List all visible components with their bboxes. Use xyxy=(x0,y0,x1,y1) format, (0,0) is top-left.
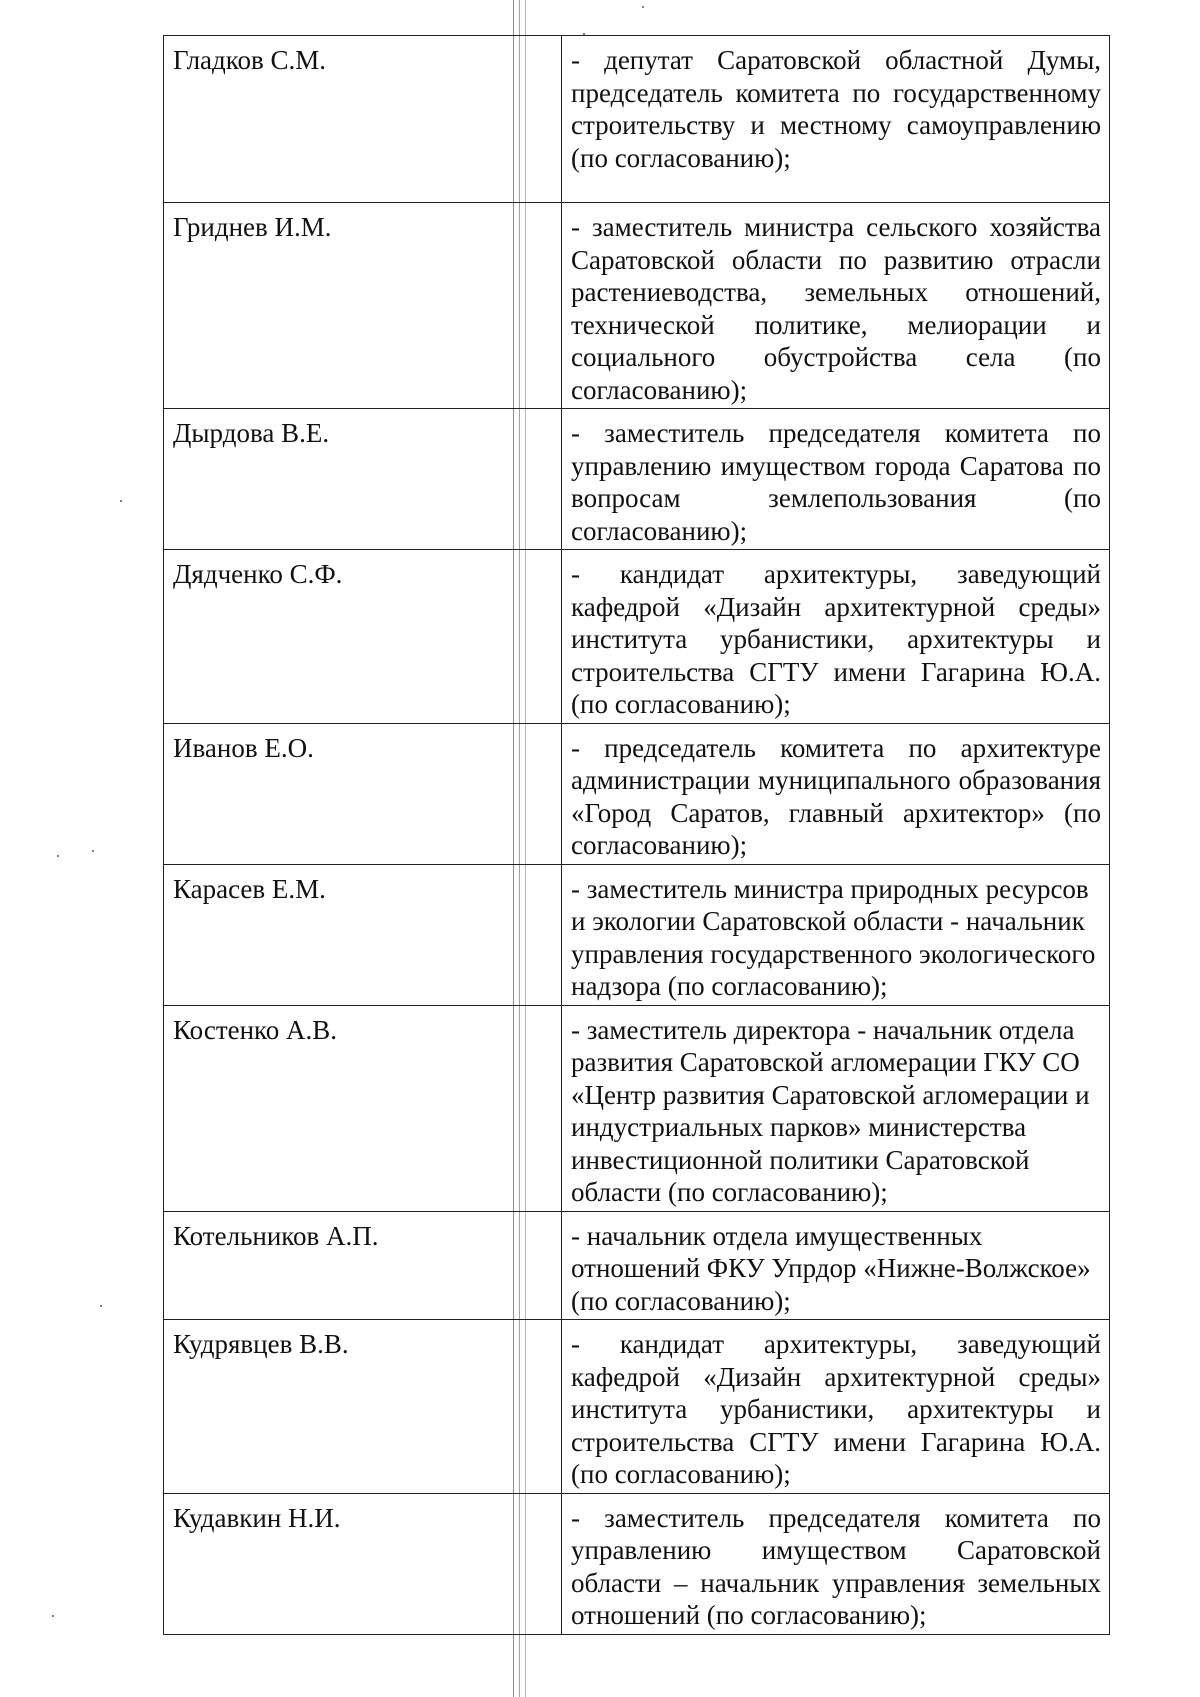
member-role: - заместитель министра природных ресурсов и экологии Саратовской области - начальник управления государственного экологического надзора (по согласованию); xyxy=(562,864,1110,1005)
member-role: - председатель комитета по архитектуре администрации муниципального образования «Город Саратов, главный архитектор» (по согласованию); xyxy=(562,723,1110,864)
table-row xyxy=(164,1493,1110,1634)
table-row xyxy=(164,203,1110,409)
member-name: Карасев Е.М. xyxy=(164,864,562,1005)
scan-speck xyxy=(642,6,644,8)
member-name: Иванов Е.О. xyxy=(164,723,562,864)
table-row xyxy=(164,723,1110,864)
table-row xyxy=(164,1005,1110,1211)
member-name: Гриднев И.М. xyxy=(164,203,562,409)
member-name: Кудрявцев В.В. xyxy=(164,1320,562,1494)
member-name: Кудавкин Н.И. xyxy=(164,1493,562,1634)
member-name: Гладков С.М. xyxy=(164,36,562,203)
commission-members-table xyxy=(163,35,1110,1635)
table-row xyxy=(164,550,1110,724)
member-role: - депутат Саратовской областной Думы, председатель комитета по государственному строительству и местному самоуправлению (по согласованию); xyxy=(562,36,1110,203)
member-name: Костенко А.В. xyxy=(164,1005,562,1211)
table-row xyxy=(164,409,1110,550)
member-role: - кандидат архитектуры, заведующий кафедрой «Дизайн архитектурной среды» института урбанистики, архитектуры и строительства СГТУ имени Гагарина Ю.А. (по согласованию); xyxy=(562,550,1110,724)
table-row xyxy=(164,1320,1110,1494)
table-row xyxy=(164,1211,1110,1320)
scan-speck xyxy=(57,855,59,857)
member-role: - начальник отдела имущественных отношений ФКУ Упрдор «Нижне-Волжское» (по согласованию); xyxy=(562,1211,1110,1320)
member-role: - заместитель председателя комитета по управлению имуществом города Саратова по вопросам землепользования (по согласованию); xyxy=(562,409,1110,550)
scan-speck xyxy=(120,500,122,502)
member-name: Дядченко С.Ф. xyxy=(164,550,562,724)
scan-speck xyxy=(100,1305,102,1307)
scan-speck xyxy=(52,1615,54,1617)
member-name: Котельников А.П. xyxy=(164,1211,562,1320)
table-row xyxy=(164,864,1110,1005)
member-role: - заместитель министра сельского хозяйства Саратовской области по развитию отрасли растениеводства, земельных отношений, технической политике, мелиорации и социального обустройства села (по согласованию); xyxy=(562,203,1110,409)
member-role: - заместитель директора - начальник отдела развития Саратовской агломерации ГКУ СО «Центр развития Саратовской агломерации и индустриальных парков» министерства инвестиционной политики Саратовской области (по согласованию); xyxy=(562,1005,1110,1211)
member-name: Дырдова В.Е. xyxy=(164,409,562,550)
scan-speck xyxy=(92,850,94,852)
member-role: - заместитель председателя комитета по управлению имуществом Саратовской области – начальник управления земельных отношений (по согласованию); xyxy=(562,1493,1110,1634)
member-role: - кандидат архитектуры, заведующий кафедрой «Дизайн архитектурной среды» института урбанистики, архитектуры и строительства СГТУ имени Гагарина Ю.А. (по согласованию); xyxy=(562,1320,1110,1494)
table-row xyxy=(164,36,1110,203)
